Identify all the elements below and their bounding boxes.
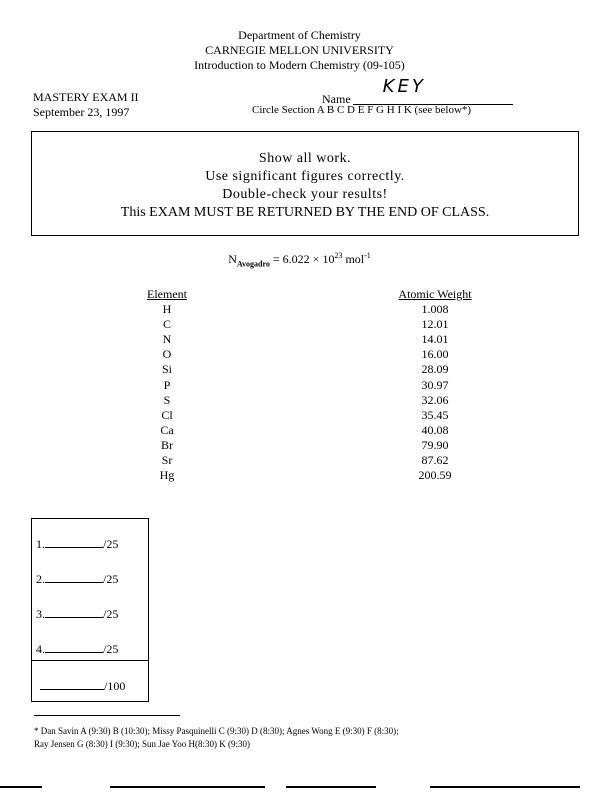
- atomic-weight-column: [380, 287, 490, 483]
- document-header: [0, 28, 599, 73]
- weight-cell: 28.09: [421, 362, 449, 377]
- instruction-line: Double-check your results!: [222, 187, 388, 202]
- section-selector: Circle Section A B C D E F G H I K (see below*): [252, 104, 472, 116]
- weight-cell: 200.59: [418, 468, 452, 483]
- score-max: /25: [103, 607, 119, 621]
- score-max: /25: [103, 572, 119, 586]
- weight-cell: 87.62: [421, 453, 449, 468]
- exam-date: September 23, 1997: [33, 105, 130, 119]
- element-cell: Si: [161, 362, 172, 377]
- weight-cell: 35.45: [421, 407, 449, 422]
- avogadro-subscript: Avogadro: [236, 259, 270, 269]
- weight-cell: 14.01: [421, 332, 449, 347]
- score-box: [31, 518, 149, 702]
- weight-cell: 32.06: [421, 392, 449, 407]
- name-label: Name: [322, 92, 351, 106]
- element-cell: O: [162, 347, 172, 362]
- exam-title: MASTERY EXAM II: [33, 90, 139, 104]
- weight-cell: 1.008: [421, 302, 449, 317]
- instruction-line: This EXAM MUST BE RETURNED BY THE END OF CLASS.: [120, 205, 490, 220]
- element-cell: Br: [161, 437, 173, 452]
- page-edge-rule: [0, 786, 42, 788]
- weight-cell: 16.00: [421, 347, 449, 362]
- element-cell: Cl: [161, 407, 173, 422]
- course-title: Introduction to Modern Chemistry (09-105): [194, 58, 405, 72]
- avogadro-exponent: 23: [334, 251, 343, 260]
- question-number: 2.: [36, 572, 45, 586]
- page-edge-rule: [110, 786, 265, 788]
- score-row: [36, 537, 118, 552]
- instruction-line: Show all work.: [258, 151, 352, 166]
- page-edge-rule: [286, 786, 376, 788]
- score-divider: [31, 660, 149, 661]
- name-value: KEY: [382, 76, 426, 97]
- question-number: 4.: [36, 642, 45, 656]
- score-row: [36, 572, 118, 587]
- element-cell: C: [162, 317, 171, 332]
- exam-info: [33, 90, 139, 120]
- department-name: Department of Chemistry: [238, 28, 361, 42]
- footnote-line: * Dan Savin A (9:30) B (10:30); Missy Pasquinelli C (9:30) D (8:30); Agnes Wong E (9:30) F (8:30);: [34, 726, 399, 736]
- avogadro-constant: [0, 251, 599, 268]
- footnote-line: Ray Jensen G (8:30) I (9:30); Sun Jae Yoo H(8:30) K (9:30): [34, 739, 250, 749]
- score-row: [36, 607, 118, 622]
- score-blank[interactable]: [45, 537, 103, 548]
- element-cell: Ca: [160, 422, 174, 437]
- weight-cell: 12.01: [421, 317, 449, 332]
- element-header: Element: [147, 287, 187, 301]
- instruction-line: Use significant figures correctly.: [205, 169, 405, 184]
- instructions-box: [31, 131, 579, 236]
- question-number: 1.: [36, 537, 45, 551]
- page-edge-rule: [430, 786, 580, 788]
- avogadro-symbol: N: [228, 252, 237, 266]
- element-cell: Hg: [159, 468, 175, 483]
- element-cell: S: [163, 392, 171, 407]
- instructions: [32, 150, 578, 222]
- weight-cell: 79.90: [421, 437, 449, 452]
- element-column: [138, 287, 196, 483]
- avogadro-unit-exponent: -1: [364, 251, 371, 260]
- score-max: /25: [103, 642, 119, 656]
- footnote: [34, 725, 579, 751]
- total-max: /100: [104, 679, 126, 693]
- weight-cell: 30.97: [421, 377, 449, 392]
- score-row: [36, 642, 118, 657]
- avogadro-unit: mol: [345, 252, 365, 266]
- score-blank[interactable]: [45, 607, 103, 618]
- avogadro-value: = 6.022 × 10: [272, 252, 335, 266]
- score-blank[interactable]: [45, 642, 103, 653]
- score-blank[interactable]: [45, 572, 103, 583]
- total-blank[interactable]: [40, 679, 104, 690]
- atomic-weight-header: Atomic Weight: [398, 287, 472, 301]
- element-cell: P: [163, 377, 171, 392]
- score-max: /25: [103, 537, 119, 551]
- university-name: CARNEGIE MELLON UNIVERSITY: [205, 43, 394, 57]
- element-cell: Sr: [161, 453, 173, 468]
- weight-cell: 40.08: [421, 422, 449, 437]
- question-number: 3.: [36, 607, 45, 621]
- element-cell: N: [162, 332, 172, 347]
- total-row: [36, 679, 125, 694]
- element-cell: H: [162, 302, 172, 317]
- footnote-rule: [34, 715, 180, 716]
